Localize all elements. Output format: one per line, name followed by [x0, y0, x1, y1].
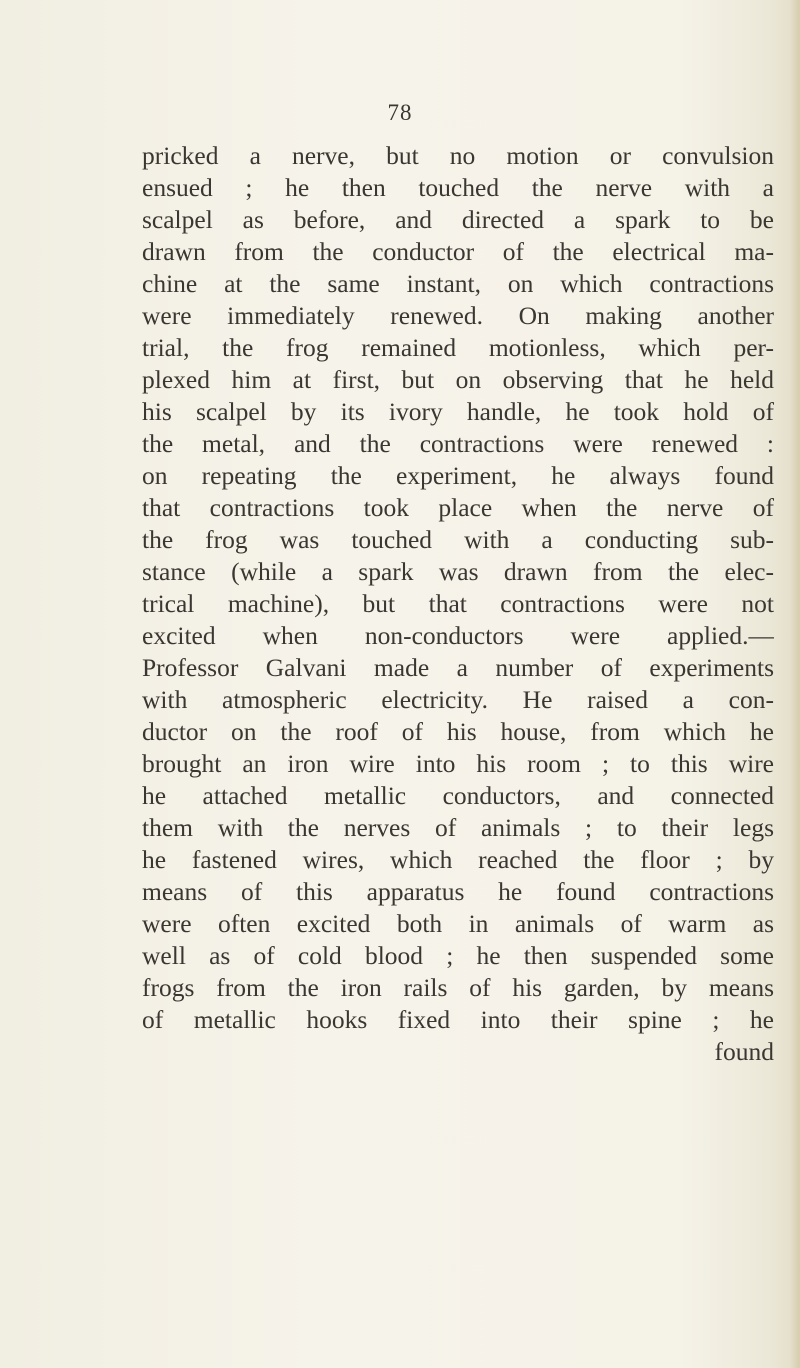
page-number: 78	[387, 100, 413, 125]
text-line: scalpel as before, and directed a spark to be	[142, 205, 774, 234]
text-line: frogs from the iron rails of his garden, by means	[142, 973, 774, 1002]
text-line: he attached metallic conductors, and connected	[142, 781, 774, 810]
text-line: on repeating the experiment, he always found	[142, 461, 774, 490]
text-line: brought an iron wire into his room ; to this wire	[142, 749, 774, 778]
text-line: he fastened wires, which reached the floor ; by	[142, 845, 774, 874]
text-line: plexed him at first, but on observing that he held	[142, 365, 774, 394]
text-line: pricked a nerve, but no motion or convulsion	[142, 141, 774, 170]
text-line: trial, the frog remained motionless, which per-	[142, 333, 774, 362]
body-text	[142, 140, 774, 1068]
text-line: the frog was touched with a conducting sub-	[142, 525, 774, 554]
text-line: trical machine), but that contractions were not	[142, 589, 774, 618]
text-line: ductor on the roof of his house, from which he	[142, 717, 774, 746]
text-line: chine at the same instant, on which contractions	[142, 269, 774, 298]
catchword: found	[714, 1037, 774, 1066]
text-line: stance (while a spark was drawn from the elec-	[142, 557, 774, 586]
text-line: that contractions took place when the nerve of	[142, 493, 774, 522]
text-line: his scalpel by its ivory handle, he took hold of	[142, 397, 774, 426]
text-line: means of this apparatus he found contractions	[142, 877, 774, 906]
text-line: were immediately renewed. On making another	[142, 301, 774, 330]
text-line: of metallic hooks fixed into their spine ; he	[142, 1005, 774, 1034]
text-line: them with the nerves of animals ; to their legs	[142, 813, 774, 842]
text-line: ensued ; he then touched the nerve with a	[142, 173, 774, 202]
text-line: the metal, and the contractions were renewed :	[142, 429, 774, 458]
page-edge-shadow	[790, 0, 800, 1368]
text-line: were often excited both in animals of warm as	[142, 909, 774, 938]
text-line: drawn from the conductor of the electrical ma-	[142, 237, 774, 266]
text-line: with atmospheric electricity. He raised a con-	[142, 685, 774, 714]
text-line: well as of cold blood ; he then suspended some	[142, 941, 774, 970]
text-line: excited when non-conductors were applied.—	[142, 621, 774, 650]
text-line: Professor Galvani made a number of experiments	[142, 653, 774, 682]
